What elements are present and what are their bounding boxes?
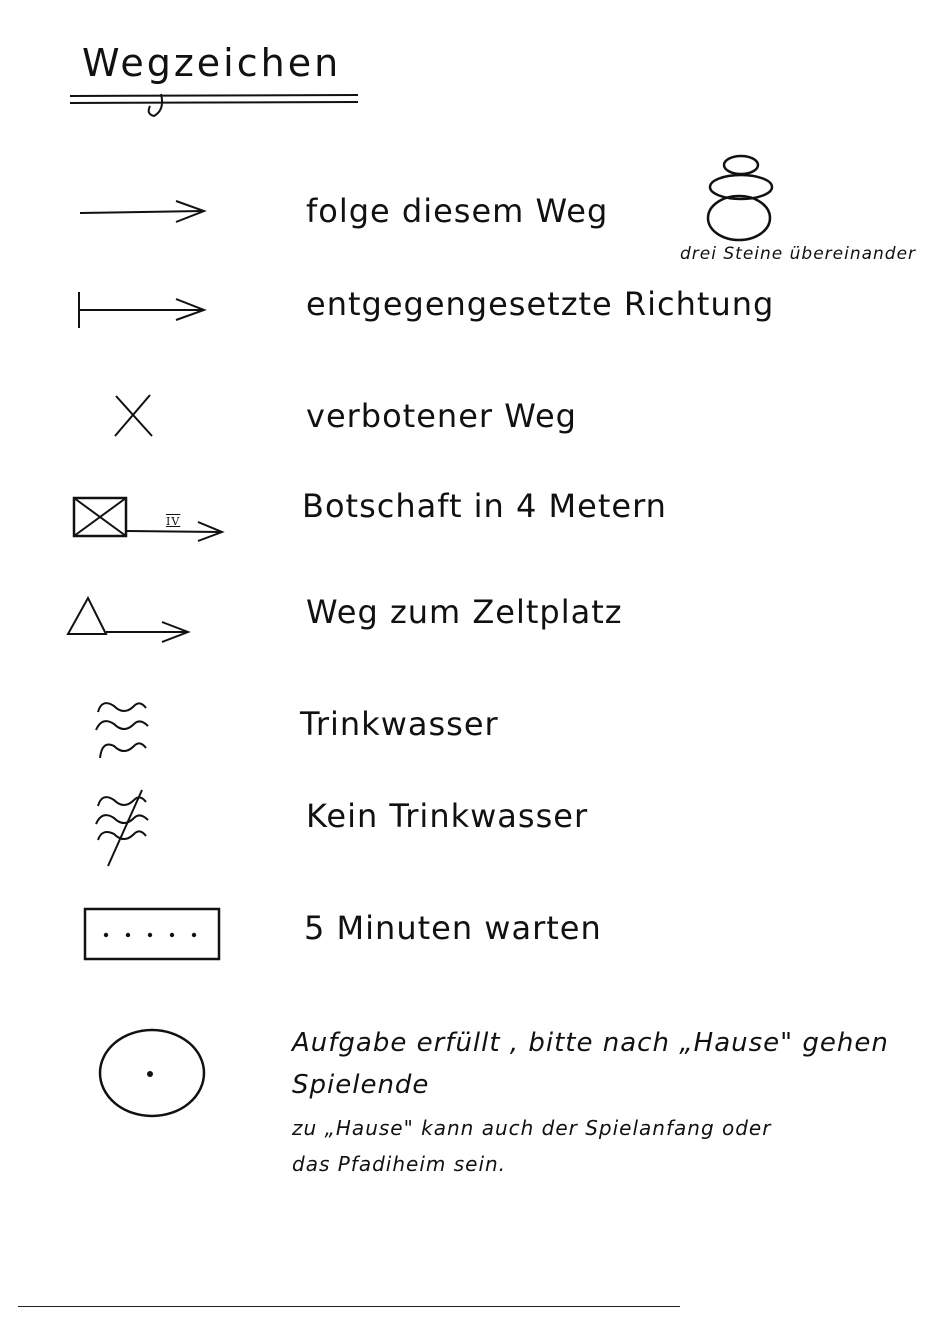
circle-dot-icon bbox=[96, 1024, 212, 1120]
page-title: Wegzeichen bbox=[82, 41, 342, 85]
cross-x-icon bbox=[112, 392, 156, 440]
boxed-x-arrow-icon bbox=[70, 494, 230, 544]
dotted-box-icon bbox=[82, 904, 224, 964]
crossed-wave-icon bbox=[90, 786, 156, 872]
sign-label-forbidden: verbotener Weg bbox=[306, 397, 577, 435]
distance-marker: IV bbox=[166, 515, 181, 528]
note-line-1: zu „Hause" kann auch der Spielanfang oder bbox=[292, 1116, 772, 1140]
sign-label-message: Botschaft in 4 Metern bbox=[302, 487, 667, 525]
bar-arrow-icon bbox=[74, 288, 212, 332]
arrow-right-icon bbox=[78, 198, 210, 226]
sign-label-game-end: Spielende bbox=[292, 1070, 430, 1100]
sign-label-opposite: entgegengesetzte Richtung bbox=[306, 285, 775, 323]
title-underline bbox=[66, 92, 366, 120]
stones-note: drei Steine übereinander bbox=[680, 244, 917, 264]
bottom-rule bbox=[18, 1306, 680, 1307]
triangle-arrow-icon bbox=[62, 592, 196, 644]
sign-label-water: Trinkwasser bbox=[300, 705, 499, 743]
note-line-2: das Pfadiheim sein. bbox=[292, 1152, 507, 1176]
sign-label-wait: 5 Minuten warten bbox=[304, 909, 602, 947]
sign-label-campsite: Weg zum Zeltplatz bbox=[306, 593, 623, 631]
stones-icon bbox=[694, 150, 784, 246]
sign-label-follow: folge diesem Weg bbox=[306, 192, 609, 230]
wave-icon bbox=[90, 696, 156, 766]
sign-label-done: Aufgabe erfüllt , bitte nach „Hause" gehen bbox=[292, 1028, 889, 1058]
sign-label-no-water: Kein Trinkwasser bbox=[306, 797, 589, 835]
